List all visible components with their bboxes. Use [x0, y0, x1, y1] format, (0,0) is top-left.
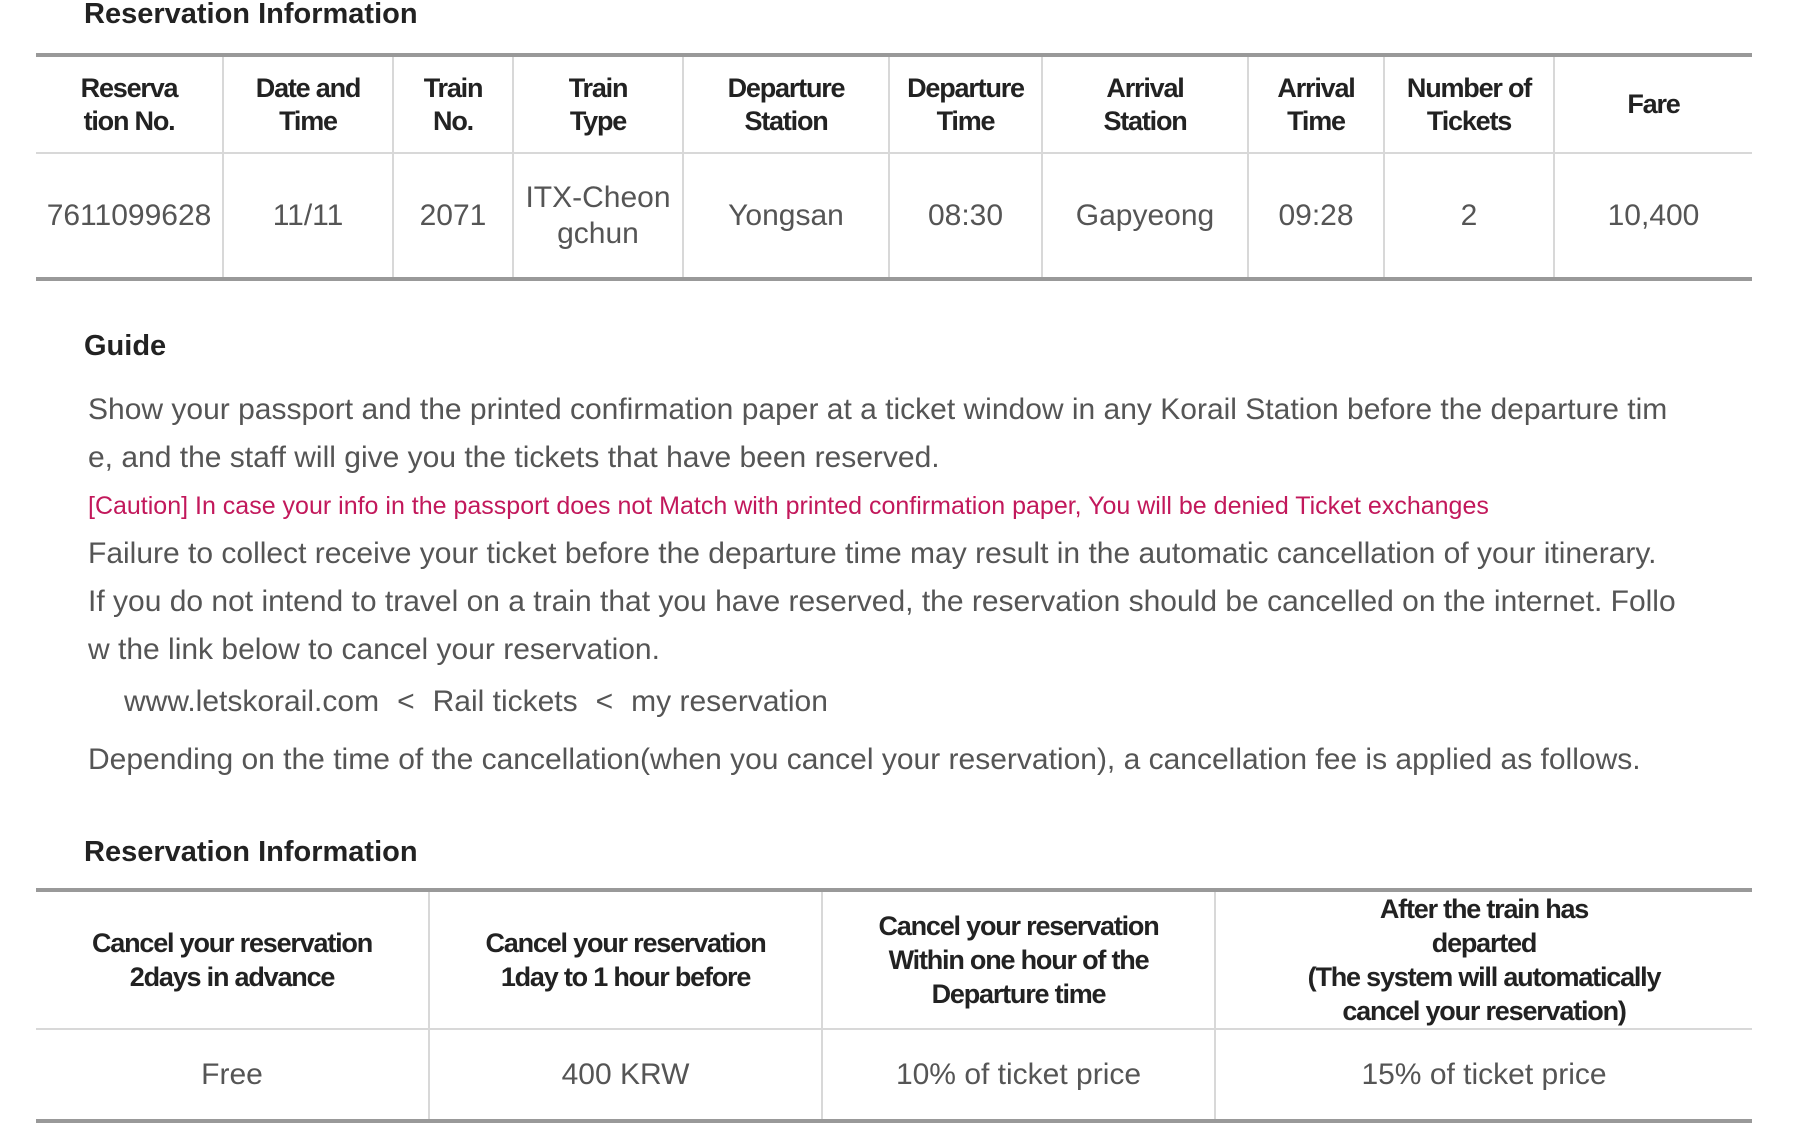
col-header-arrival-station: Arrival Station [1042, 55, 1248, 153]
table-row [36, 1029, 1752, 1121]
col-header-departure-time: Departure Time [889, 55, 1042, 153]
arrival-station-value: Gapyeong [1042, 153, 1248, 279]
fee-info-title: Reservation Information [84, 836, 418, 868]
guide-paragraph-cancel-online: If you do not intend to travel on a train that you have reserved, the reservation should be cancelled on the internet. Follo w the link below to cancel your reservation. [88, 585, 1676, 666]
col-header-tickets: Number of Tickets [1384, 55, 1554, 153]
fare-value: 10,400 [1554, 153, 1752, 279]
train-type-value: ITX-Cheon gchun [513, 153, 683, 279]
arrival-time-value: 09:28 [1248, 153, 1384, 279]
departure-time-value: 08:30 [889, 153, 1042, 279]
col-header-within-1hour: Cancel your reservation Within one hour of the Departure time [822, 890, 1215, 1029]
fee-header-row [36, 890, 1752, 1029]
col-header-fare: Fare [1554, 55, 1752, 153]
reservation-number: 7611099628 [46, 198, 212, 232]
col-header-departure-station: Departure Station [683, 55, 889, 153]
reservation-info-title: Reservation Information [84, 0, 418, 30]
col-header-date-time: Date and Time [223, 55, 393, 153]
breadcrumb-site: www.letskorail.com [124, 685, 380, 718]
col-header-reservation-no: Reserva tion No. [36, 55, 223, 153]
breadcrumb-separator: < [397, 685, 415, 718]
date-time-value: 11/11 [223, 153, 393, 279]
col-header-after-departure: After the train has departed (The system will automatically cancel your reservation) [1215, 890, 1752, 1029]
col-header-1day-to-1hour: Cancel your reservation 1day to 1 hour before [429, 890, 822, 1029]
guide-paragraph-failure: Failure to collect receive your ticket before the departure time may result in the automatic cancellation of your itinerary. [88, 537, 1657, 570]
col-header-train-type: Train Type [513, 55, 683, 153]
guide-content [88, 386, 1748, 784]
fee-2days-advance: Free [201, 1057, 263, 1091]
guide-paragraph-passport: Show your passport and the printed confirmation paper at a ticket window in any Korail Station before the departure tim e, and the staff will give you the tickets that have been reserved. [88, 393, 1668, 474]
guide-paragraph-fee-intro: Depending on the time of the cancellation(when you cancel your reservation), a cancellation fee is applied as follows. [88, 743, 1641, 776]
col-header-2days-advance: Cancel your reservation 2days in advance [36, 890, 429, 1029]
fee-within-1hour: 10% of ticket price [822, 1029, 1215, 1121]
guide-title: Guide [84, 330, 167, 362]
train-number: 2071 [393, 153, 513, 279]
reservation-header-row [36, 55, 1752, 153]
table-row [36, 153, 1752, 279]
ticket-count-value: 2 [1384, 153, 1554, 279]
col-header-arrival-time: Arrival Time [1248, 55, 1384, 153]
departure-station-value: Yongsan [683, 153, 889, 279]
col-header-train-no: Train No. [393, 55, 513, 153]
breadcrumb-rail-tickets: Rail tickets [432, 685, 578, 718]
fee-after-departure: 15% of ticket price [1215, 1029, 1752, 1121]
breadcrumb-my-reservation: my reservation [631, 685, 828, 718]
cancellation-fee-table [36, 888, 1752, 1123]
reservation-table [36, 53, 1752, 281]
caution-notice: [Caution] In case your info in the passport does not Match with printed confirmation paper, You will be denied Ticket exchanges [88, 492, 1489, 520]
cancel-link-path [124, 678, 1748, 726]
breadcrumb-separator: < [595, 685, 614, 718]
fee-1day-to-1hour: 400 KRW [429, 1029, 822, 1121]
